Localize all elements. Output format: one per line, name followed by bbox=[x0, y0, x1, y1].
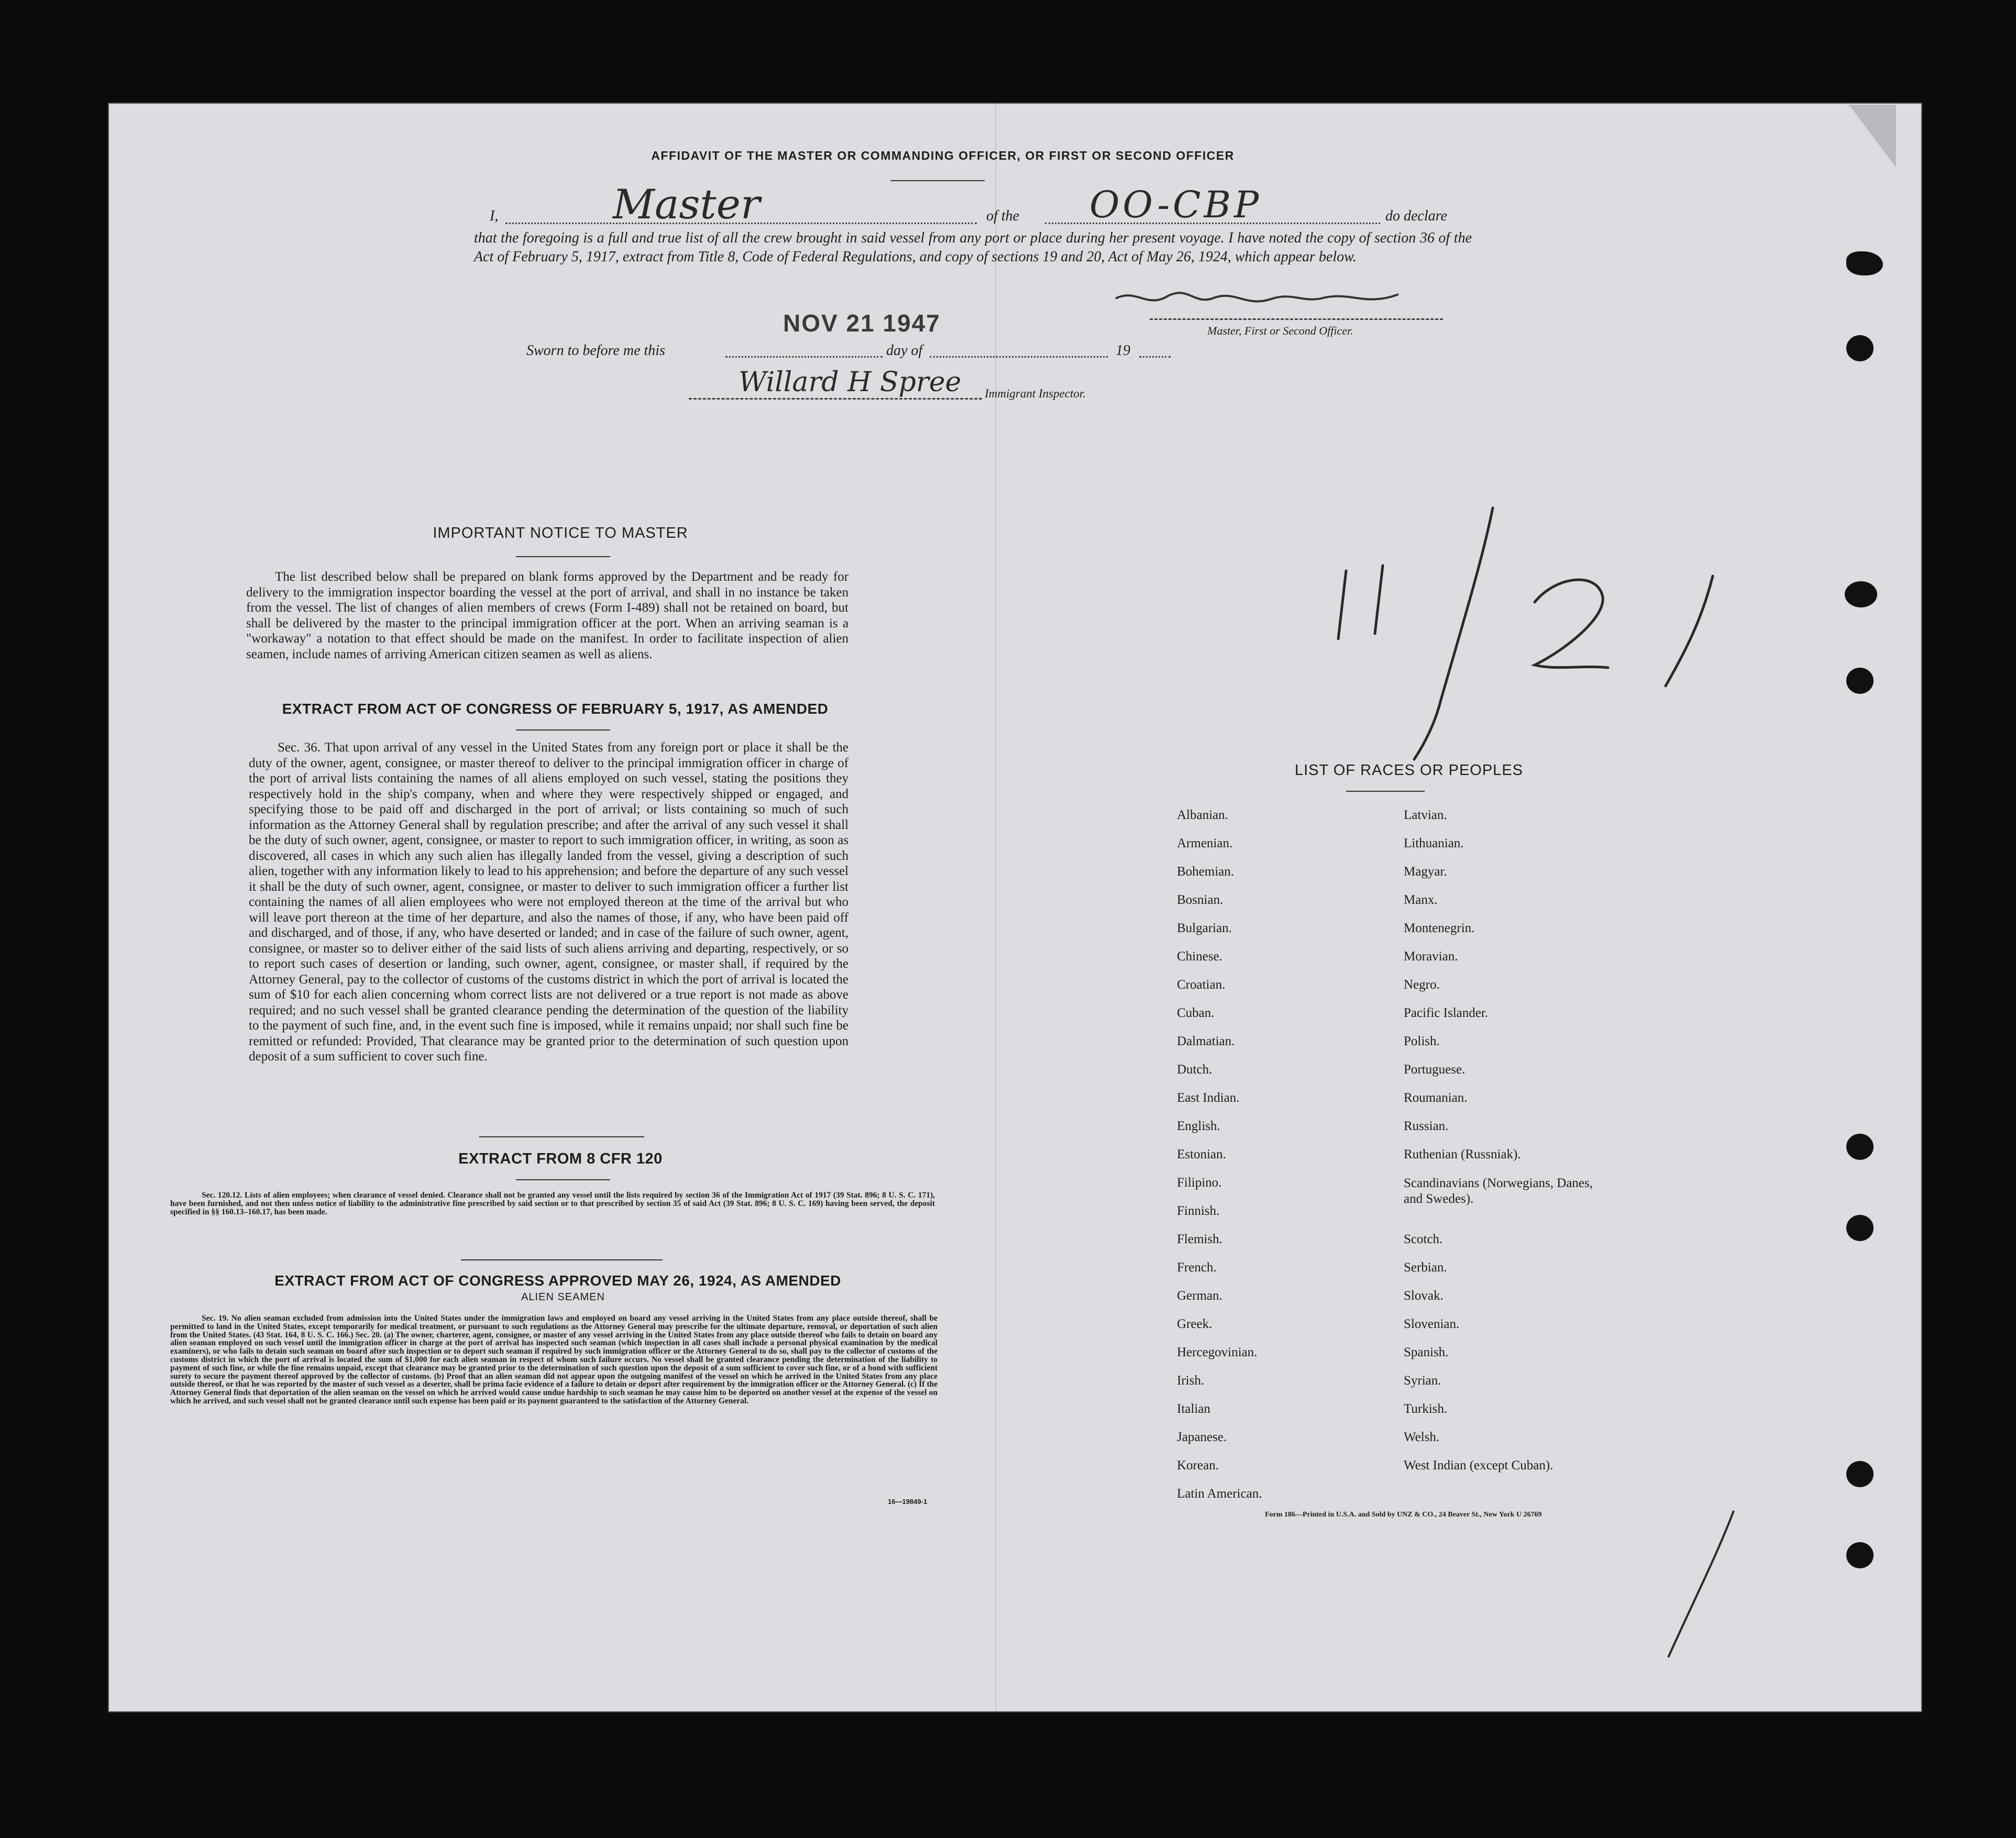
race-item: Lithuanian. bbox=[1404, 836, 1464, 850]
master-signature-line bbox=[1150, 318, 1443, 320]
race-item: Manx. bbox=[1404, 893, 1438, 907]
race-item: Scandinavians (Norwegians, Danes, and Swedes). bbox=[1404, 1176, 1593, 1206]
master-signature bbox=[1105, 283, 1419, 314]
race-item: Slovenian. bbox=[1404, 1317, 1460, 1331]
race-item: English. bbox=[1177, 1119, 1220, 1133]
binder-hole bbox=[1846, 251, 1883, 275]
race-item: Serbian. bbox=[1404, 1260, 1447, 1275]
extract-1917-title: EXTRACT FROM ACT OF CONGRESS OF FEBRUARY 5, 1917, AS AMENDED bbox=[282, 701, 829, 717]
race-item: Irish. bbox=[1177, 1374, 1205, 1388]
race-item: Bulgarian. bbox=[1177, 921, 1232, 935]
race-item: Turkish. bbox=[1404, 1402, 1448, 1416]
race-item: German. bbox=[1177, 1289, 1222, 1303]
race-item: Polish. bbox=[1404, 1034, 1440, 1048]
race-item: Slovak. bbox=[1404, 1289, 1444, 1303]
race-item: Russian. bbox=[1404, 1119, 1449, 1133]
race-item: Estonian. bbox=[1177, 1147, 1226, 1161]
races-title-rule bbox=[1346, 791, 1425, 792]
race-item: Armenian. bbox=[1177, 836, 1233, 850]
race-item: Montenegrin. bbox=[1404, 921, 1475, 935]
race-item: Latin American. bbox=[1177, 1487, 1262, 1501]
race-item: Pacific Islander. bbox=[1404, 1006, 1489, 1020]
binder-hole bbox=[1846, 1461, 1874, 1487]
race-item: Greek. bbox=[1177, 1317, 1213, 1331]
affidavit-of-the: of the bbox=[986, 208, 1019, 224]
race-item: Spanish. bbox=[1404, 1345, 1449, 1359]
race-item: Italian bbox=[1177, 1402, 1210, 1416]
date-stamp: NOV 21 1947 bbox=[783, 309, 941, 337]
race-item: Finnish. bbox=[1177, 1204, 1220, 1218]
affidavit-title: AFFIDAVIT OF THE MASTER OR COMMANDING OFFICER, OR FIRST OR SECOND OFFICER bbox=[651, 149, 1235, 162]
ink-stroke bbox=[1660, 1505, 1739, 1663]
race-item: Croatian. bbox=[1177, 978, 1226, 992]
race-item: Welsh. bbox=[1404, 1430, 1440, 1444]
race-item: Scotch. bbox=[1404, 1232, 1443, 1246]
race-item: Latvian. bbox=[1404, 808, 1447, 822]
page-fold bbox=[995, 104, 996, 1711]
vessel-handwriting: OO-CBP bbox=[1089, 183, 1262, 226]
race-item: Dalmatian. bbox=[1177, 1034, 1235, 1048]
extract-1924-text: Sec. 19. No alien seaman excluded from admission into the United States under the immigration laws and employed on board any vessel arriving in the United States from any place outside thereof, shall be permitted to land in the United States, except temporarily for medical treatment, or pursuant to such regulations as the Attorney General may prescribe for the ultimate departure, removal, or deportation of such alien from the United States. (43 Stat. 164, 8 U. S. C. 166.) Sec. 20. (a) The owner, charterer, agent, consignee, or master of any vessel arriving in the United States from any place outside thereof who fails to detain on board any alien seaman employed on such vessel until the immigration officer in charge at the port of arrival has inspected such seaman (which inspection in all cases shall include a personal physical examination by the medical examiners), or who fails to detain such seaman on board after such inspection or to deport such seaman if required by such immigration officer or the Attorney General to do so, shall pay to the collector of customs of the customs district in which the port of arrival is located the sum of $1,000 for each alien seaman in respect of whom such failure occurs. No vessel shall be granted clearance pending the determination of the liability to payment of such fine, or while the fine remains unpaid, except that clearance may be granted prior to the determination of such question upon the deposit of a sum sufficient to cover such fine, or of a bond with sufficient surety to secure the payment thereof approved by the collector of customs. (b) Proof that an alien seaman did not appear upon the outgoing manifest of the vessel on which he arrived in the United States from any place outside thereof, or that he was reported by the master of such vessel as a deserter, shall be prima facie evidence of a failure to detain or deport after requirement by the immigration officer or the Attorney General. (c) If the Attorney General finds that deportation of the alien seaman on the vessel on which he arrived would cause undue hardship to such seaman he may cause him to be deported on another vessel at the expense of the vessel on which he arrived, and such vessel shall not be granted clearance until such expense has been paid or its payment guaranteed to the satisfaction of the Attorney General. bbox=[170, 1314, 938, 1405]
notice-title: IMPORTANT NOTICE TO MASTER bbox=[433, 525, 688, 541]
race-item: Cuban. bbox=[1177, 1006, 1215, 1020]
binder-hole bbox=[1846, 1215, 1874, 1241]
inspector-caption: Immigrant Inspector. bbox=[985, 387, 1086, 400]
race-item: Hercegovinian. bbox=[1177, 1345, 1258, 1359]
sworn-month-line bbox=[930, 356, 1108, 358]
extract-1924-title: EXTRACT FROM ACT OF CONGRESS APPROVED MAY 26, 1924, AS AMENDED bbox=[274, 1272, 841, 1289]
race-item: Dutch. bbox=[1177, 1062, 1213, 1077]
race-item: Portuguese. bbox=[1404, 1062, 1466, 1077]
binder-hole bbox=[1846, 1134, 1874, 1160]
affidavit-statement: that the foregoing is a full and true list of all the crew brought in said vessel from any port or place during her present voyage. I have noted the copy of section 36 of the Act of February 5, 1917, extract from Title 8, Code of Federal Regulations, and copy of sections 19 and 20, Act of May 26, 1924, which appear below. bbox=[474, 230, 1472, 265]
master-signature-caption: Master, First or Second Officer. bbox=[1207, 324, 1353, 337]
binder-hole bbox=[1845, 581, 1877, 607]
race-item: Chinese. bbox=[1177, 949, 1222, 964]
race-item: Korean. bbox=[1177, 1458, 1219, 1472]
binder-hole bbox=[1846, 668, 1874, 694]
races-title: LIST OF RACES OR PEOPLES bbox=[1294, 762, 1524, 779]
race-item: Flemish. bbox=[1177, 1232, 1222, 1246]
inspector-signature-line bbox=[689, 398, 982, 400]
race-item: East Indian. bbox=[1177, 1091, 1240, 1105]
folded-corner bbox=[1849, 105, 1896, 168]
binder-hole bbox=[1846, 1542, 1874, 1568]
race-item: Moravian. bbox=[1404, 949, 1458, 964]
race-item: Albanian. bbox=[1177, 808, 1228, 822]
extract-1924-code: 16—19849-1 bbox=[888, 1498, 928, 1505]
master-handwriting: Master bbox=[613, 181, 761, 228]
sworn-label: Sworn to before me this bbox=[526, 342, 665, 359]
race-item: Negro. bbox=[1404, 978, 1440, 992]
extract-cfr-title: EXTRACT FROM 8 CFR 120 bbox=[458, 1150, 663, 1167]
race-item: Bohemian. bbox=[1177, 865, 1235, 879]
extract-1917-title-rule bbox=[516, 729, 610, 730]
race-item: Filipino. bbox=[1177, 1176, 1222, 1190]
race-item: Magyar. bbox=[1404, 865, 1447, 879]
extract-1917-text: Sec. 36. That upon arrival of any vessel in the United States from any foreign port or place it shall be the duty of the owner, agent, consignee, or master thereof to deliver to the principal immigration officer in charge of the port of arrival lists containing the names of all aliens employed on such vessel, stating the positions they respectively hold in the ship's company, when and where they were respectively shipped or engaged, and specifying those to be paid off and discharged in the port of arrival; or lists containing so much of such information as the Attorney General shall by regulation prescribe; and after the arrival of any such vessel it shall be the duty of such owner, agent, consignee, or master to report to such immigration officer, in writing, as soon as discovered, all cases in which any such alien has illegally landed from the vessel, giving a description of such alien, together with any information likely to lead to his apprehension; and before the departure of any such vessel it shall be the duty of such owner, agent, consignee, or master to deliver to such immigration officer a further list containing the names of all alien employees who were not employed thereon at the time of the arrival but who will leave port thereon at the time of her departure, and also the names of those, if any, who have been paid off and discharged, and of those, if any, who have deserted or landed; and in case of the failure of such owner, agent, consignee, or master so to deliver either of the said lists of such aliens arriving and departing, respectively, or so to report such cases of desertion or landing, such owner, agent, consignee, or master shall, if required by the Attorney General, pay to the collector of customs of the customs district in which the port of arrival is located the sum of $10 for each alien concerning whom correct lists are not delivered or a true report is not made as above required; and no such vessel shall be granted clearance pending the determination of the question of the liability to the payment of such fine, and, in the event such fine is imposed, while it remains unpaid; nor shall such fine be remitted or refunded: Provided, That clearance may be granted prior to the determination of such question upon deposit of a sum sufficient to cover such fine. bbox=[249, 740, 849, 1064]
binder-hole bbox=[1846, 335, 1874, 361]
race-item: Roumanian. bbox=[1404, 1091, 1468, 1105]
sworn-day-of: day of bbox=[886, 342, 923, 359]
sworn-date-line bbox=[725, 356, 883, 358]
handwritten-date-annotation bbox=[1336, 492, 1728, 765]
sworn-year-prefix: 19 bbox=[1116, 342, 1130, 359]
race-item: Syrian. bbox=[1404, 1374, 1441, 1388]
race-item: Japanese. bbox=[1177, 1430, 1227, 1444]
cfr-bottom-rule bbox=[461, 1259, 663, 1260]
sworn-year-line bbox=[1139, 356, 1171, 358]
race-item: West Indian (except Cuban). bbox=[1404, 1458, 1554, 1472]
race-item: Ruthenian (Russniak). bbox=[1404, 1147, 1521, 1161]
cfr-top-rule bbox=[479, 1136, 644, 1137]
extract-1924-subtitle: ALIEN SEAMEN bbox=[521, 1291, 605, 1303]
affidavit-i-label: I, bbox=[490, 208, 499, 224]
notice-title-rule bbox=[516, 556, 610, 557]
race-item: French. bbox=[1177, 1260, 1217, 1275]
notice-text: The list described below shall be prepared on blank forms approved by the Department and be ready for delivery to the immigration inspector boarding the vessel at the port of arrival, and shall in no instance be taken from the vessel. The list of changes of alien members of crews (Form I-489) shall not be retained on board, but shall be delivered by the master to the principal immigration officer at the port. When an arriving seaman is a "workaway" a notation to that effect should be made on the manifest. In order to facilitate inspection of alien seamen, include names of arriving American citizen seamen as well as aliens. bbox=[246, 570, 849, 661]
race-item: Bosnian. bbox=[1177, 893, 1224, 907]
affidavit-title-rule bbox=[890, 180, 985, 181]
affidavit-do-declare: do declare bbox=[1385, 208, 1447, 224]
cfr-title-rule bbox=[516, 1179, 610, 1180]
printer-footer: Form 186—Printed in U.S.A. and Sold by UNZ & CO., 24 Beaver St., New York U 26769 bbox=[1265, 1511, 1542, 1519]
inspector-signature: Willard H Spree bbox=[739, 367, 962, 398]
extract-cfr-text: Sec. 120.12. Lists of alien employees; when clearance of vessel denied. Clearance shall not be granted any vessel until the lists required by section 36 of the Immigration Act of 1917 (39 Stat. 896; 8 U. S. C. 171), have been furnished, and not then unless notice of liability to the administrative fine prescribed by said section or to that prescribed by section 35 of said Act (39 Stat. 896; 8 U. S. C. 169) having been served, the deposit specified in §§ 160.13–160.17, has been made. bbox=[170, 1191, 935, 1216]
